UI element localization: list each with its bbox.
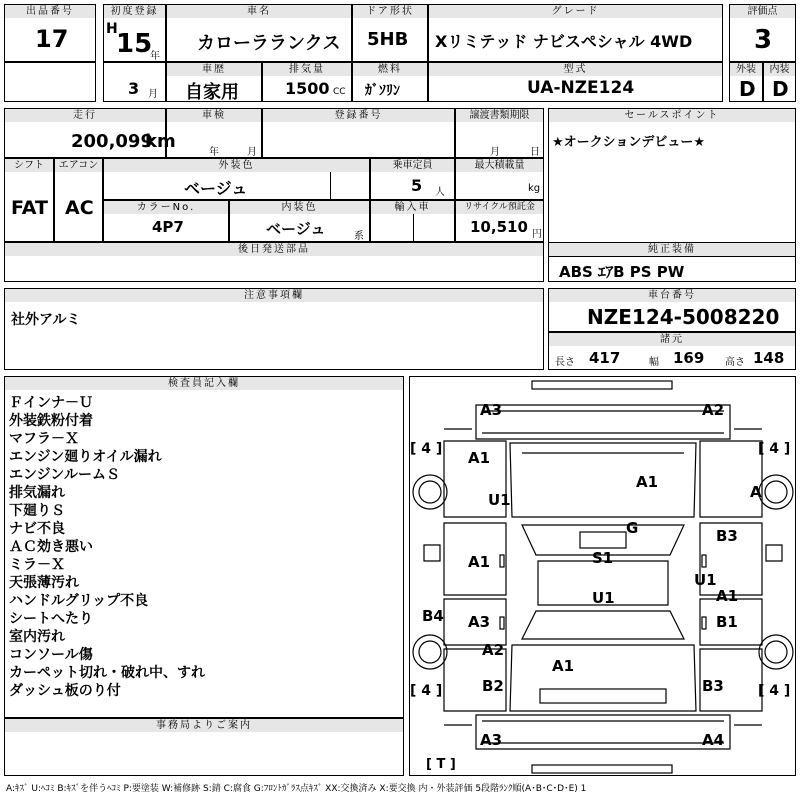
car-outline-diagram — [410, 377, 797, 777]
lot-blank-cell — [4, 62, 96, 102]
sales-text: ★オークションデビュー★ — [552, 135, 706, 150]
kg-unit: kg — [528, 183, 541, 194]
displacement-value: 1500 — [285, 79, 330, 98]
int-color-suffix: 系 — [354, 231, 364, 242]
history-cell — [166, 62, 262, 102]
inspector-note: Ｆインナ－Ｕ — [9, 395, 93, 411]
registration-year: 15 — [116, 29, 153, 59]
chassis-value: NZE124-5008220 — [587, 305, 780, 329]
fuel-value: ｶﾞｿﾘﾝ — [365, 83, 400, 99]
inspector-note: ミラ－Ｘ — [9, 557, 65, 573]
ext-label: 外装 — [730, 63, 762, 76]
era-mark: H — [106, 21, 118, 37]
inspector-note: エンジンルームＳ — [9, 467, 120, 483]
damage-mark: A2 — [702, 401, 725, 419]
top-bar — [532, 381, 672, 389]
mileage-value: 200,099 — [71, 131, 153, 152]
width-label: 幅 — [649, 357, 659, 368]
int-label: 内装 — [764, 63, 795, 76]
damage-mark: A1 — [552, 657, 575, 675]
color-no-cell — [103, 200, 229, 242]
inspector-note: シートへたり — [9, 611, 93, 627]
office-notice-cell — [4, 718, 404, 776]
office-label: 事務局よりご案内 — [5, 719, 403, 732]
chassis-cell — [548, 288, 796, 332]
damage-mark: A — [750, 483, 762, 501]
exterior-grade: D — [739, 77, 756, 101]
month-unit: 月 — [148, 89, 158, 100]
damage-legend: A:ｷｽﾞ U:ﾍｺﾐ B:ｷｽﾞを伴うﾍｺﾐ P:要塗装 W:補修跡 S:錆 C:腐食 G:ﾌﾛﾝﾄｶﾞﾗｽ点ｷｽﾞ XX:交換済み X:要交換 内・外装評価 5段階ﾗﾝｸ順(A･B･C･D･E) 1 — [6, 784, 587, 794]
ext-color-value: ベージュ — [184, 179, 248, 198]
displacement-cell — [262, 62, 352, 102]
inspector-note: ナビ不良 — [9, 521, 65, 537]
first-reg-label: 初度登録 — [104, 5, 165, 18]
registration-month: 3 — [128, 79, 140, 98]
sales-point-cell — [548, 108, 796, 257]
grade-cell — [428, 4, 723, 62]
inspector-note: カーペット切れ・破れ中、すれ — [9, 665, 205, 681]
grade-label: グレード — [429, 5, 722, 18]
car-name: カローラランクス — [197, 33, 341, 54]
damage-mark: A3 — [480, 731, 503, 749]
score-label: 評価点 — [730, 5, 795, 18]
equip-value: ABS ｴｱB PS PW — [559, 263, 685, 281]
mileage-cell — [4, 108, 176, 158]
damage-mark: U1 — [488, 491, 511, 509]
damage-mark: A2 — [482, 641, 505, 659]
import-divider — [413, 214, 414, 243]
damage-mark: B3 — [716, 527, 738, 545]
damage-mark: A3 — [468, 613, 491, 631]
capacity-value: 5 — [411, 176, 423, 195]
caution-text: 社外アルミ — [11, 312, 81, 328]
later-parts-cell — [4, 242, 544, 282]
transfer-day-unit: 日 — [530, 147, 540, 158]
interior-color-cell — [229, 200, 370, 242]
ext-color-label: 外装色 — [104, 159, 369, 172]
transfer-cell — [455, 108, 544, 158]
damage-mark: A1 — [468, 449, 491, 467]
model-value: UA-NZE124 — [527, 78, 635, 98]
ac-label: エアコン — [55, 159, 102, 172]
registration-month-cell — [103, 62, 166, 102]
insp-month-unit: 月 — [247, 147, 257, 158]
inspector-note: ハンドルグリップ不良 — [9, 593, 149, 609]
mileage-label: 走行 — [5, 109, 165, 122]
color-no-label: カラーNo. — [104, 201, 228, 214]
inspection-cell — [166, 108, 262, 158]
insp-year-unit: 年 — [209, 147, 219, 158]
exterior-color-cell — [103, 158, 370, 200]
door-label: ドア形状 — [353, 5, 427, 18]
inspection-label: 車検 — [167, 109, 261, 122]
damage-mark: U1 — [592, 589, 615, 607]
later-parts-label: 後日発送部品 — [5, 243, 543, 256]
recycle-label: リサイクル預託金 — [456, 201, 543, 214]
tire-tread-front-left: [ 4 ] — [410, 441, 443, 457]
km-unit: km — [145, 131, 176, 152]
inspector-note: 天張薄汚れ — [9, 575, 79, 591]
spec-cell — [548, 332, 796, 370]
lot-label: 出品番号 — [5, 5, 95, 18]
lot-number: 17 — [35, 25, 69, 53]
damage-mark: A1 — [636, 473, 659, 491]
plate-label: 登録番号 — [263, 109, 454, 122]
inspector-note: マフラ－Ｘ — [9, 431, 79, 447]
year-unit: 年 — [150, 51, 160, 62]
damage-mark: B2 — [482, 677, 504, 695]
transfer-label: 譲渡書類期限 — [456, 109, 543, 122]
inspector-note: エンジン廻りオイル漏れ — [9, 449, 162, 465]
damage-mark: B1 — [716, 613, 738, 631]
score-value: 3 — [754, 25, 773, 55]
equipment-cell — [548, 242, 796, 282]
fuel-cell — [352, 62, 428, 102]
damage-mark: B3 — [702, 677, 724, 695]
lot-number-cell — [4, 4, 96, 62]
int-color-value: ベージュ — [266, 220, 326, 238]
equip-label: 純正装備 — [549, 243, 795, 256]
damage-mark: A1 — [716, 587, 739, 605]
damage-mark: B4 — [422, 607, 444, 625]
inspector-notes-list — [9, 394, 205, 700]
grade-value: Xリミテッド ナビスペシャル 4WD — [435, 32, 693, 51]
load-label: 最大積載量 — [456, 159, 543, 172]
chassis-label: 車台番号 — [549, 289, 795, 302]
damage-mark: A1 — [468, 553, 491, 571]
inspector-note: ＡＣ効き悪い — [9, 539, 93, 555]
yen-unit: 円 — [532, 229, 542, 240]
tire-tread-rear-right: [ 4 ] — [758, 683, 791, 699]
damage-mark: A3 — [480, 401, 503, 419]
length-value: 417 — [589, 349, 621, 367]
inspector-note: 室内汚れ — [9, 629, 65, 645]
capacity-cell — [370, 158, 455, 200]
person-unit: 人 — [435, 187, 445, 198]
shift-label: シフト — [5, 159, 53, 172]
transfer-month-unit: 月 — [490, 147, 500, 158]
height-value: 148 — [753, 349, 785, 367]
damage-mark: G — [626, 519, 639, 537]
max-load-cell — [455, 158, 544, 200]
sales-label: セールスポイント — [549, 109, 795, 122]
exterior-grade-cell — [729, 62, 763, 102]
inspector-notes-cell — [4, 376, 404, 718]
inspector-note: 排気漏れ — [9, 485, 65, 501]
int-color-label: 内装色 — [230, 201, 369, 214]
import-label: 輸入車 — [371, 201, 454, 214]
width-value: 169 — [673, 349, 705, 367]
car-name-cell — [166, 4, 352, 62]
history-value: 自家用 — [185, 82, 239, 103]
height-label: 高さ — [725, 357, 745, 368]
history-label: 車歴 — [167, 63, 261, 76]
inspector-note: コンソール傷 — [9, 647, 93, 663]
shift-cell — [4, 158, 54, 242]
cc-unit: CC — [333, 87, 346, 97]
inspector-note: 外装鉄粉付着 — [9, 413, 93, 429]
ac-value: AC — [65, 197, 94, 219]
model-cell — [428, 62, 723, 102]
ac-cell — [54, 158, 103, 242]
first-registration-cell — [103, 4, 166, 62]
door-cell — [352, 4, 428, 62]
displacement-label: 排気量 — [263, 63, 351, 76]
damage-mark: A4 — [702, 731, 725, 749]
recycle-value: 10,510 — [470, 218, 528, 236]
caution-label: 注意事項欄 — [5, 289, 543, 302]
inspector-note: ダッシュ板のり付 — [9, 683, 121, 699]
model-label: 型式 — [429, 63, 722, 76]
trunk-tire-tread: [ T ] — [426, 757, 456, 772]
interior-grade-cell — [763, 62, 796, 102]
tire-tread-rear-left: [ 4 ] — [410, 683, 443, 699]
recycle-cell — [455, 200, 544, 242]
length-label: 長さ — [555, 357, 575, 368]
car-name-label: 車名 — [167, 5, 351, 18]
car-diagram-cell — [409, 376, 796, 776]
damage-mark: S1 — [592, 549, 614, 567]
interior-grade: D — [772, 77, 789, 101]
import-cell — [370, 200, 455, 242]
plate-cell — [262, 108, 455, 158]
color-no-value: 4P7 — [152, 218, 184, 236]
fuel-label: 燃料 — [353, 63, 427, 76]
tire-tread-front-right: [ 4 ] — [758, 441, 791, 457]
score-cell — [729, 4, 796, 62]
ext-color-divider — [330, 172, 331, 201]
inspector-note: 下廻りＳ — [9, 503, 65, 519]
caution-cell — [4, 288, 544, 370]
shift-value: FAT — [11, 197, 48, 219]
door-value: 5HB — [367, 29, 409, 50]
inspector-label: 検査員記入欄 — [5, 377, 403, 390]
spec-label: 諸元 — [549, 333, 795, 346]
damage-mark: U1 — [694, 571, 717, 589]
capacity-label: 乗車定員 — [371, 159, 454, 172]
bottom-bar — [532, 765, 672, 773]
